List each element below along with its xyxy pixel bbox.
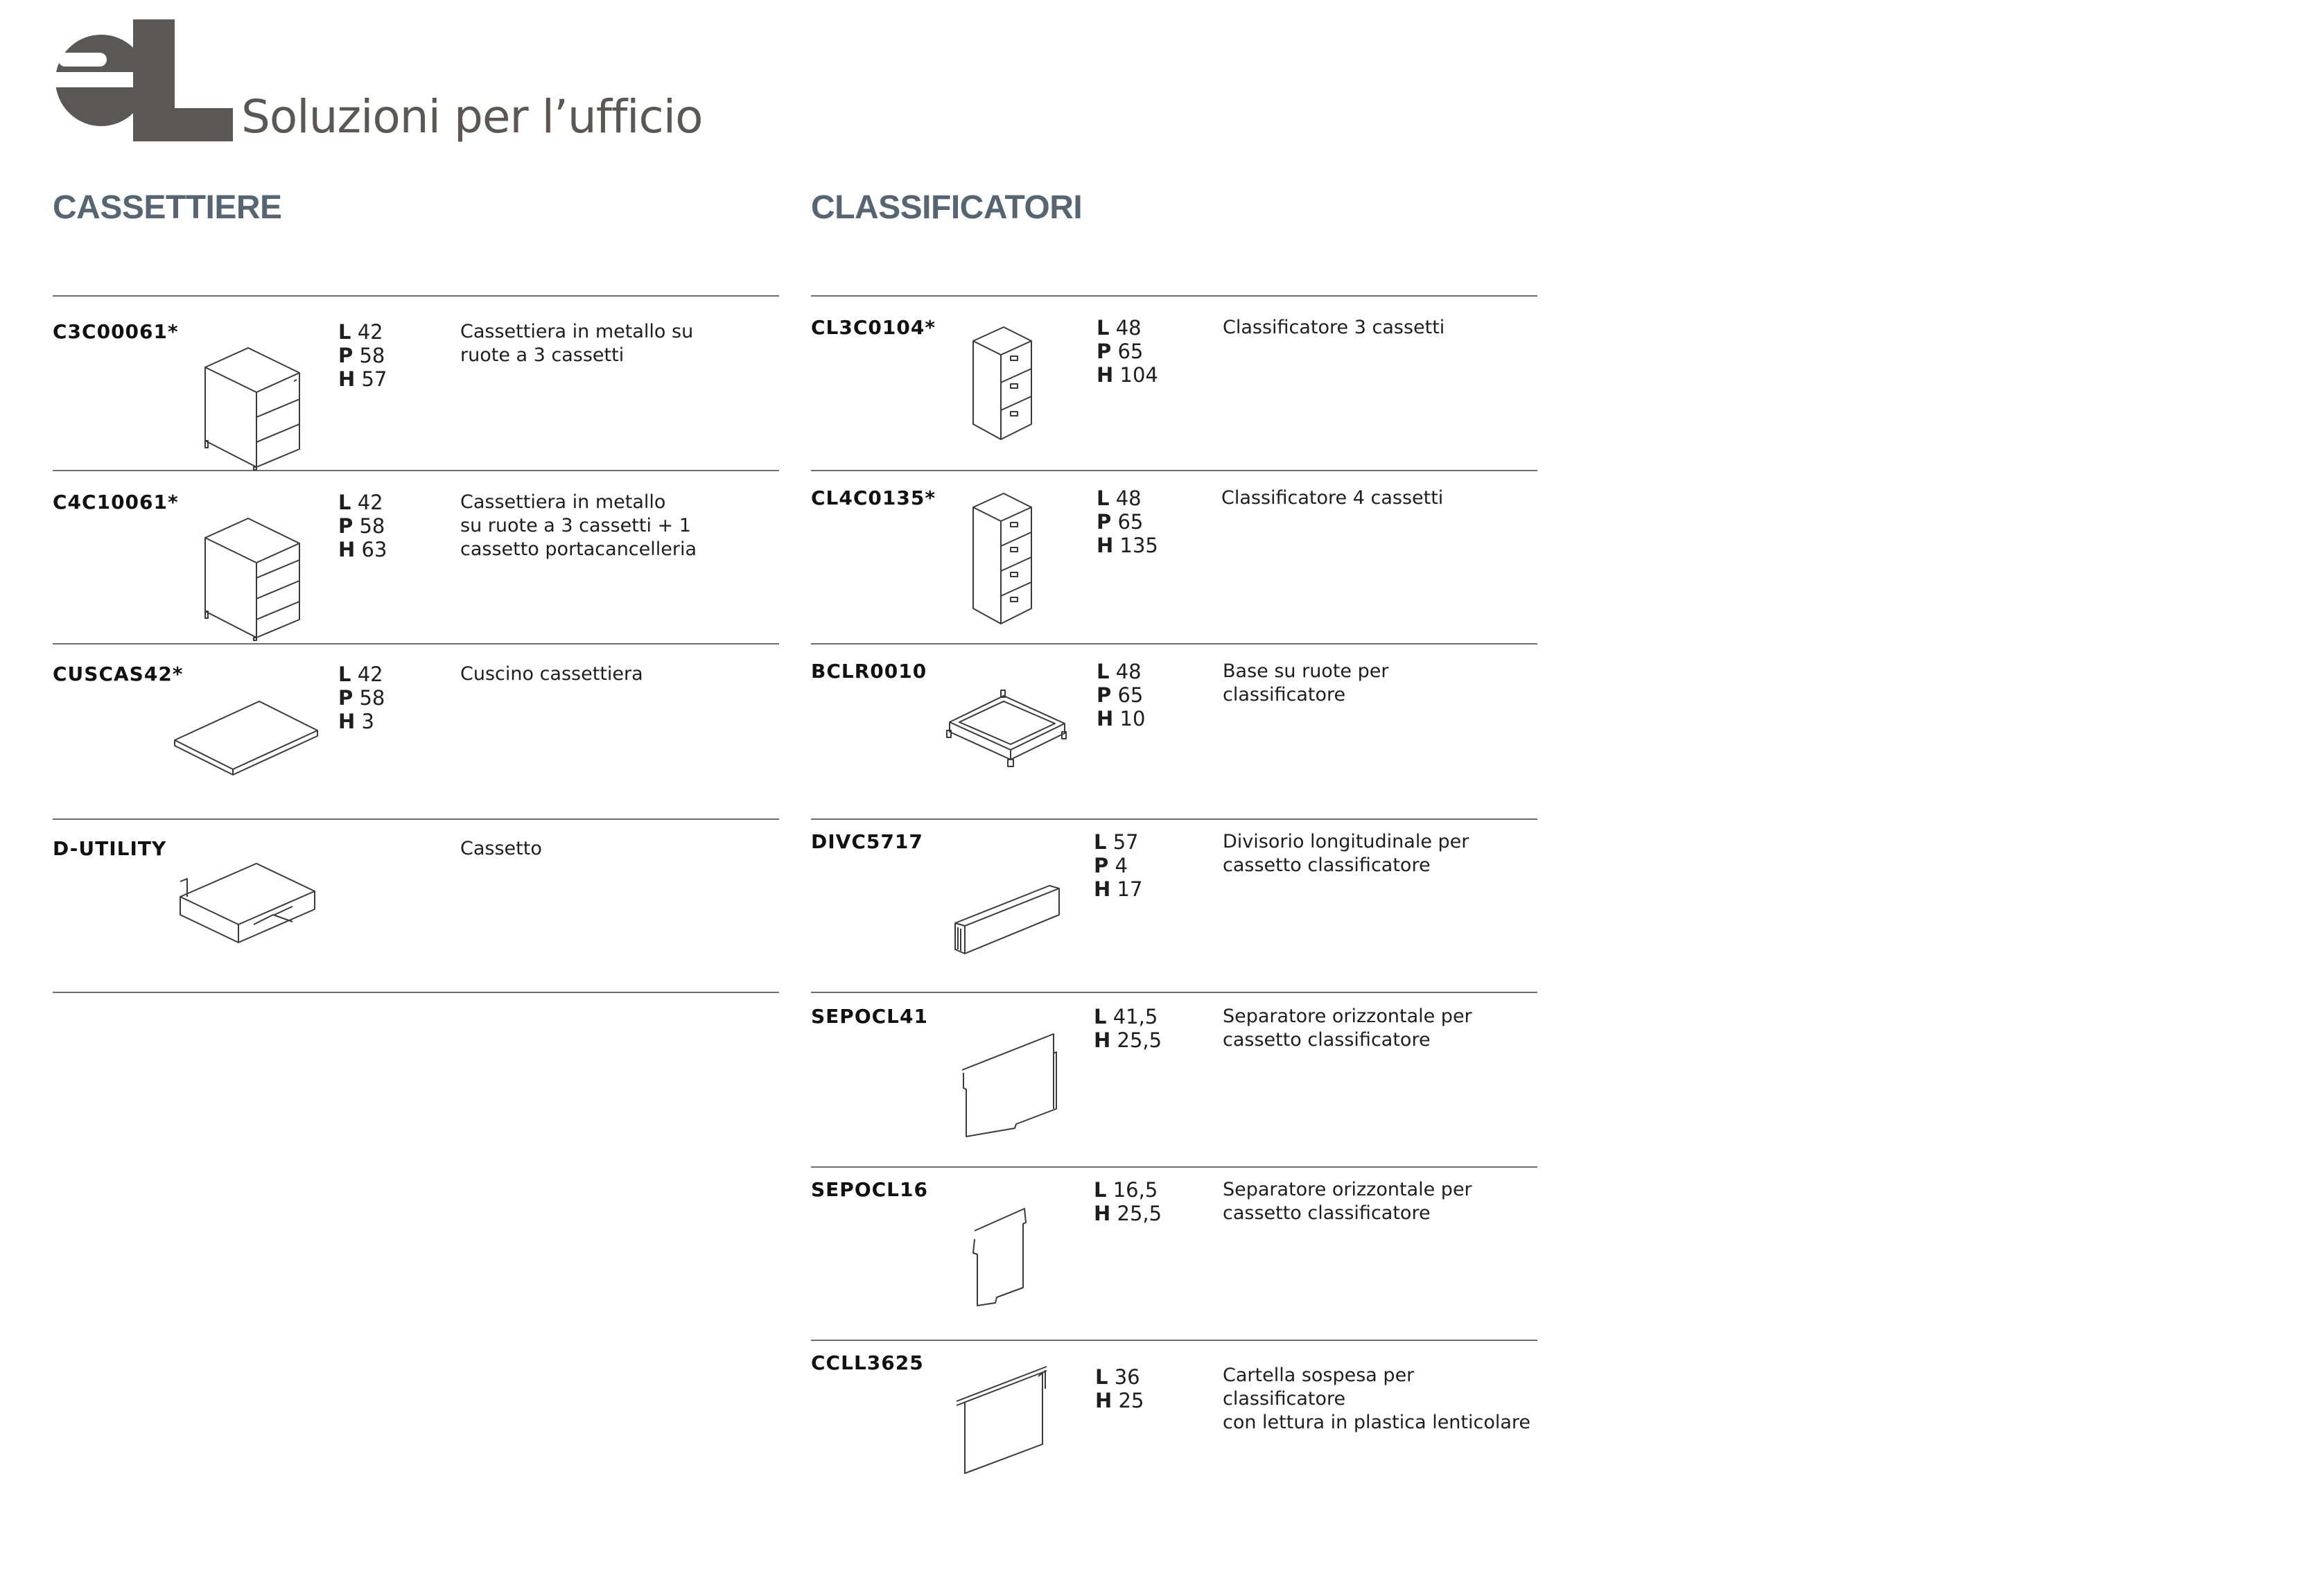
dim-l: L 42 [338,491,383,514]
dim-l: L 48 [1097,660,1142,683]
dimensions [1097,660,1145,730]
filing-cabinet-4-drawing [963,491,1054,629]
product-description: Separatore orizzontale per cassetto classificatore [1223,1006,1472,1051]
product-description: Cassetto [460,838,542,859]
utility-drawer-drawing [171,848,337,959]
dim-p: P 58 [338,514,385,538]
product-description: Cassettiera in metallo su ruote a 3 cassetti [460,321,694,366]
separator-large-drawing [950,1020,1088,1145]
product-row [811,1178,1537,1350]
dim-p: P 65 [1097,340,1144,363]
product-code: SEPOCL16 [811,1178,928,1201]
dimensions [338,663,385,733]
dim-l: L 48 [1097,486,1142,510]
hanging-folder-drawing [950,1361,1088,1486]
brand-tagline: Soluzioni per l’ufficio [241,90,703,143]
dim-h: H 57 [338,367,387,391]
product-code: DIVC5717 [811,830,923,853]
dim-h: H 17 [1094,877,1143,901]
product-row [811,830,1537,1002]
product-description: Divisorio longitudinale per cassetto classificatore [1223,831,1469,876]
dim-l: L 16,5 [1094,1178,1158,1202]
product-row [811,486,1537,658]
dim-l: L 41,5 [1094,1005,1158,1028]
dim-h: H 10 [1097,707,1146,730]
pedestal-3-drawers-drawing [198,331,337,470]
product-row [53,663,779,834]
dimensions [1097,486,1158,557]
dim-p: P 4 [1094,854,1128,877]
product-code: SEPOCL41 [811,1005,928,1028]
divider [53,295,779,297]
product-code: C3C00061* [53,320,179,343]
wheeled-base-drawing [943,681,1081,791]
longitudinal-divider-drawing [950,858,1088,969]
dim-h: H 3 [338,710,374,733]
dim-p: P 58 [338,344,385,367]
product-description: Classificatore 3 cassetti [1223,317,1445,338]
product-row [53,491,779,663]
product-row [811,1351,1537,1523]
product-code: CL3C0104* [811,316,936,339]
product-description: Cartella sospesa per classificatore con lettura in plastica lenticolare [1223,1365,1531,1433]
dim-l: L 48 [1097,316,1142,340]
product-code: CUSCAS42* [53,663,184,685]
dim-l: L 42 [338,320,383,344]
section-title-cassettiere: CASSETTIERE [53,189,282,226]
dim-h: H 104 [1097,363,1158,387]
pedestal-4-drawers-drawing [198,502,337,640]
dim-h: H 25,5 [1094,1202,1162,1225]
product-description: Cassettiera in metallo su ruote a 3 cassetti + 1 cassetto portacancelleria [460,491,697,560]
dimensions [1094,1178,1162,1225]
product-row [811,316,1537,488]
product-row [53,837,779,1009]
product-code: BCLR0010 [811,660,927,683]
filing-cabinet-3-drawing [963,320,1054,445]
product-description: Classificatore 4 cassetti [1221,487,1444,509]
product-description: Cuscino cassettiera [460,663,643,685]
dim-h: H 25,5 [1094,1028,1162,1052]
section-title-classificatori: CLASSIFICATORI [811,189,1083,226]
product-description: Base su ruote per classificatore [1223,660,1389,705]
dim-l: L 36 [1095,1365,1140,1389]
product-row [811,660,1537,832]
cushion-panel-drawing [171,674,337,784]
dimensions [1094,1005,1162,1052]
product-row [53,320,779,492]
dimensions [338,320,387,391]
dim-l: L 57 [1094,830,1139,854]
product-code: CCLL3625 [811,1351,924,1374]
dim-p: P 58 [338,686,385,710]
dimensions [1094,830,1142,901]
product-code: CL4C0135* [811,486,936,509]
product-row [811,1005,1537,1177]
dim-p: P 65 [1097,510,1144,534]
dim-h: H 25 [1095,1389,1144,1412]
dimensions [1095,1365,1144,1412]
dimensions [338,491,387,561]
product-description: Separatore orizzontale per cassetto classificatore [1223,1179,1472,1224]
dim-h: H 63 [338,538,387,561]
product-code: D-UTILITY [53,837,167,860]
separator-small-drawing [963,1191,1061,1315]
dim-l: L 42 [338,663,383,686]
dim-h: H 135 [1097,534,1158,557]
brand-logo [53,19,233,141]
product-code: C4C10061* [53,491,179,514]
dim-p: P 65 [1097,683,1144,707]
divider [811,295,1537,297]
dimensions [1097,316,1158,387]
